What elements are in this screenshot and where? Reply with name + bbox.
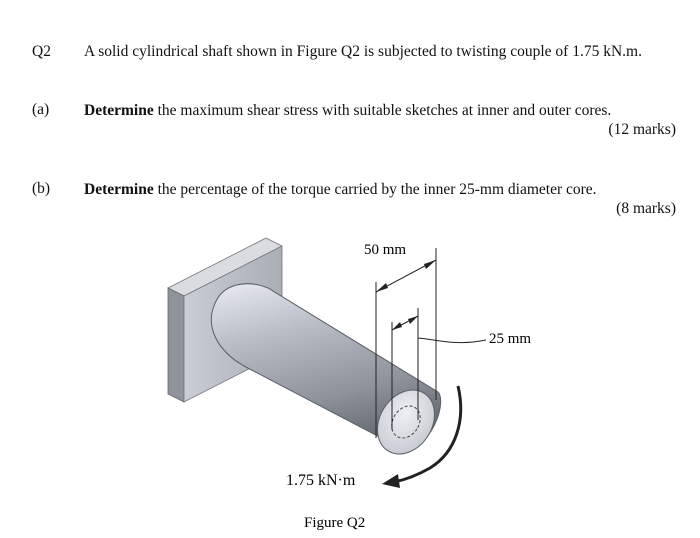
shaft [211,284,446,465]
figure-caption: Figure Q2 [304,515,366,531]
part-a-body: the maximum shear stress with suitable sketches at inner and outer cores. [153,102,612,119]
inner-dim-label: 25 mm [489,331,532,347]
part-b-marks: (8 marks) [616,200,676,217]
part-a-bold: Determine [84,102,154,119]
question-number: Q2 [32,43,51,60]
part-a-label: (a) [32,101,50,118]
part-a-marks: (12 marks) [608,121,676,138]
outer-dim-label: 50 mm [364,242,407,258]
question-text: A solid cylindrical shaft shown in Figure Q2 is subjected to twisting couple of 1.75 kN.m. [84,43,642,60]
torque-label: 1.75 kN·m [286,472,356,489]
part-b-body: the percentage of the torque carried by the inner 25-mm diameter core. [153,181,597,198]
part-b-label: (b) [32,180,51,197]
part-b-bold: Determine [84,181,154,198]
